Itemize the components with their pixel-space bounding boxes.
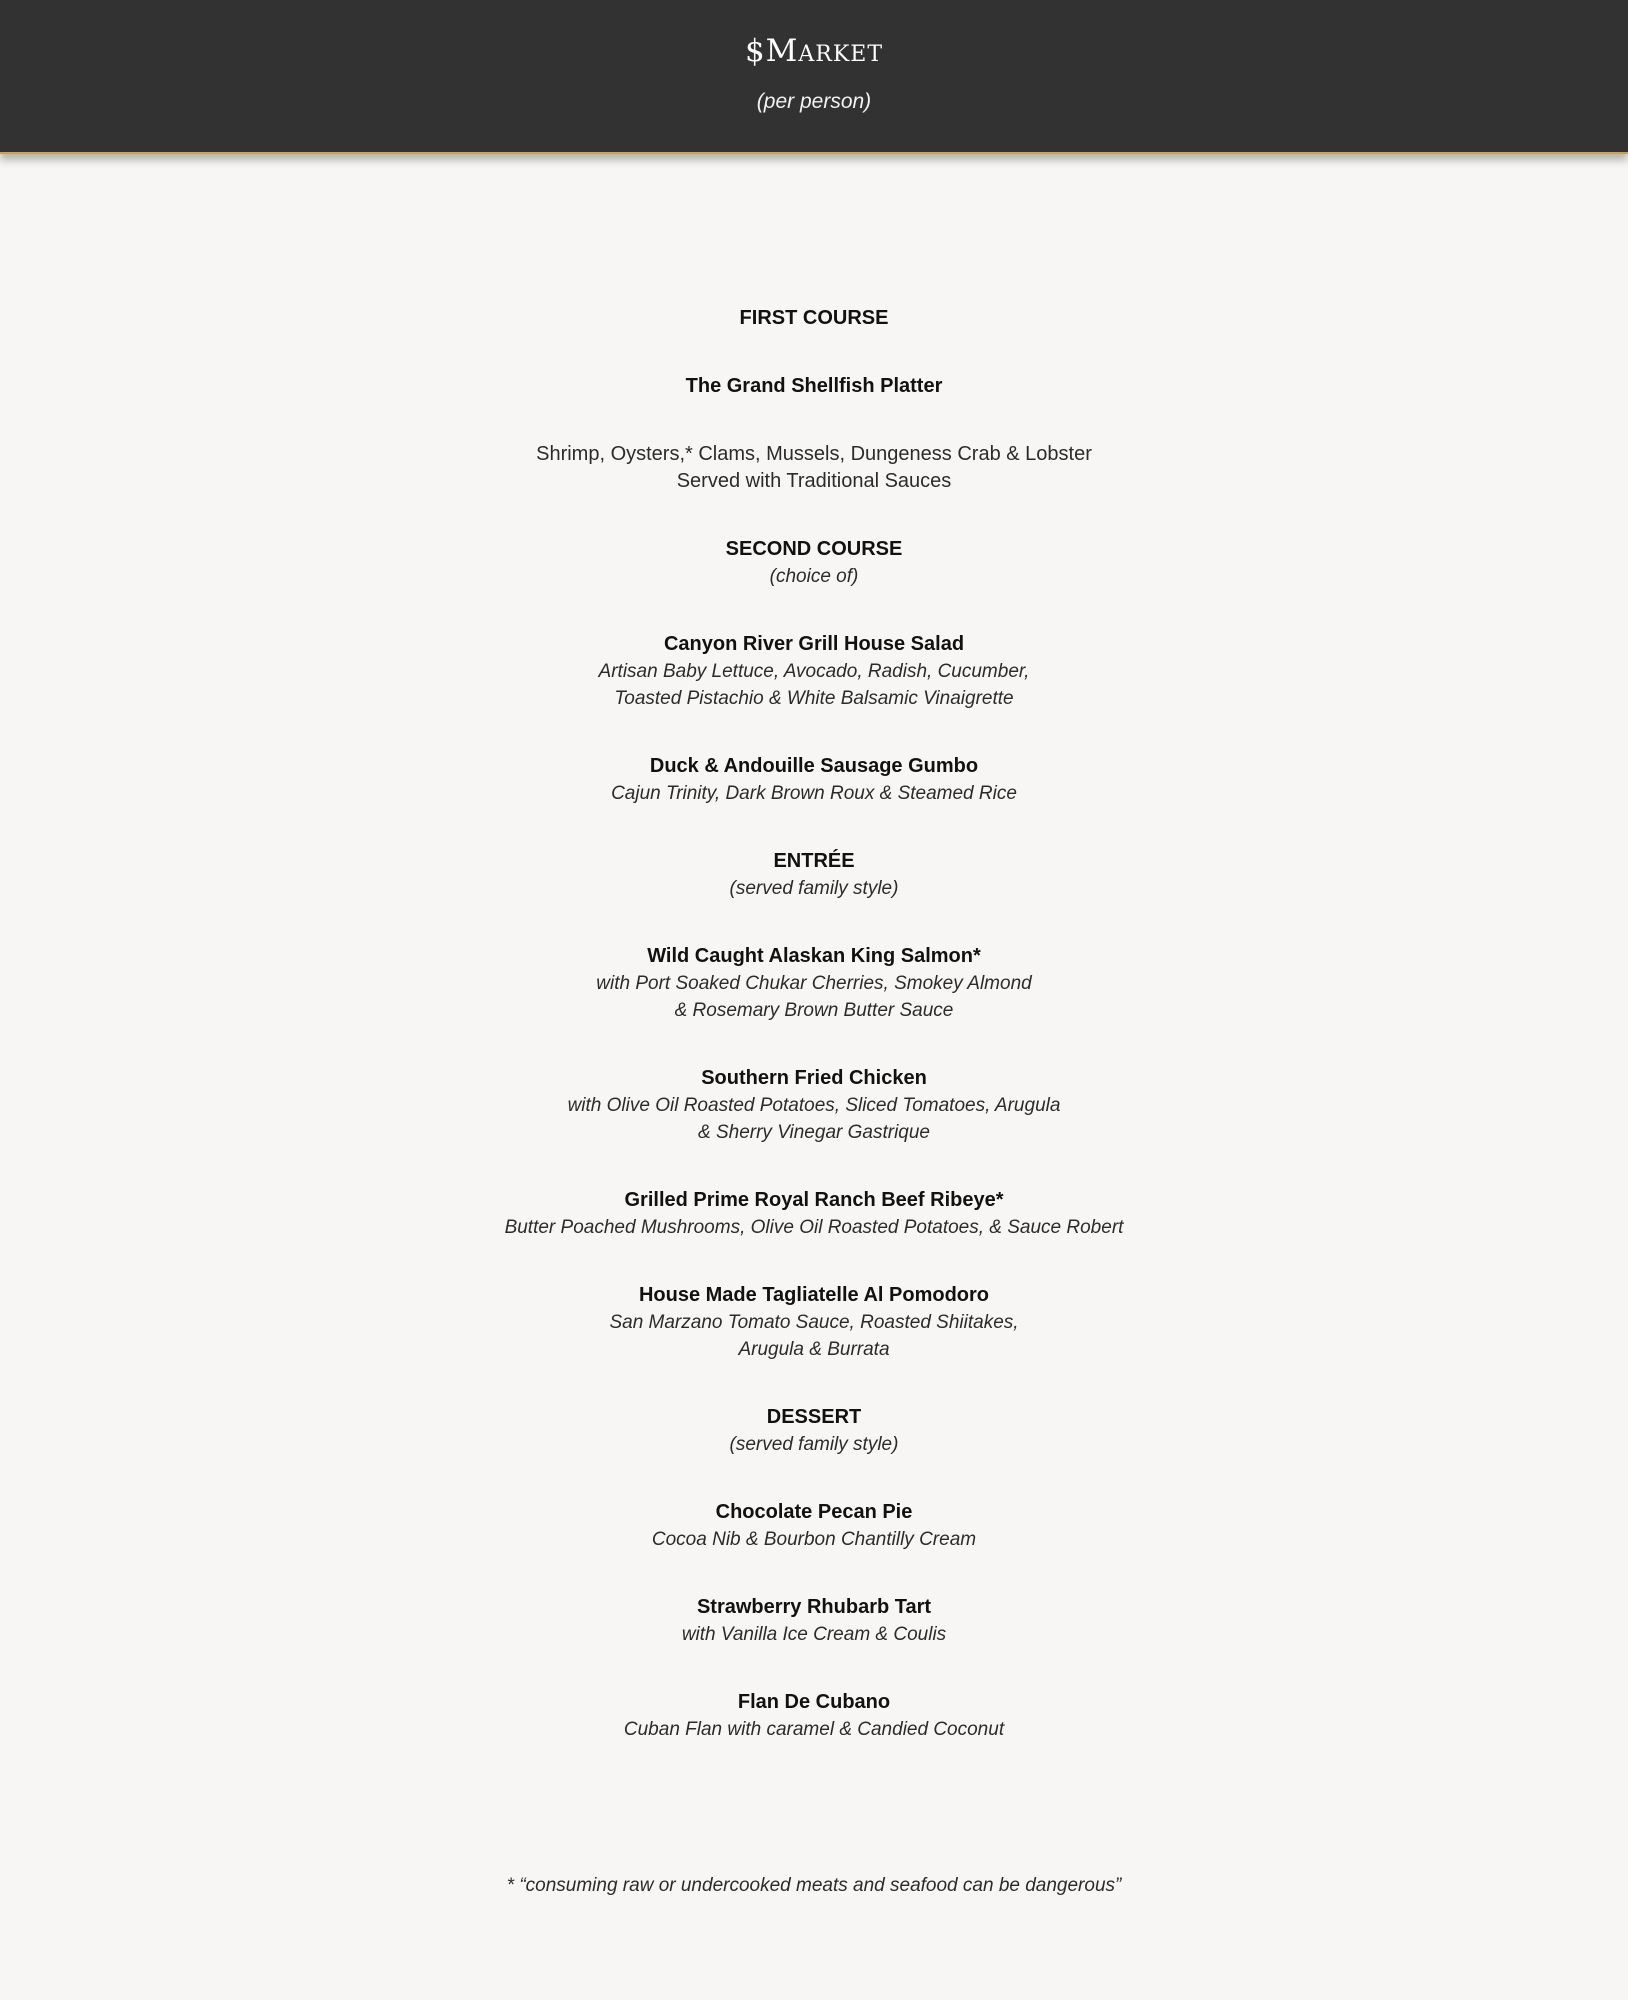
menu-item-desc: with Olive Oil Roasted Potatoes, Sliced Tomatoes, Arugula — [567, 1095, 1061, 1116]
menu-item — [0, 1499, 1628, 1553]
menu-item — [0, 631, 1628, 712]
dessert-heading-block — [0, 1404, 1628, 1458]
menu-item-name: Grilled Prime Royal Ranch Beef Ribeye* — [624, 1189, 1004, 1211]
menu-item-name: Canyon River Grill House Salad — [663, 633, 965, 655]
menu-item-name: Wild Caught Alaskan King Salmon* — [647, 945, 981, 967]
menu-item-name: Chocolate Pecan Pie — [715, 1501, 913, 1523]
second-course-note: (choice of) — [769, 566, 859, 587]
menu-item-desc: Butter Poached Mushrooms, Olive Oil Roasted Potatoes, & Sauce Robert — [504, 1217, 1124, 1238]
menu-item-desc: with Port Soaked Chukar Cherries, Smokey Almond — [596, 973, 1032, 994]
menu-item — [0, 1594, 1628, 1648]
menu-item-name: Southern Fried Chicken — [701, 1067, 927, 1089]
menu-item-desc: San Marzano Tomato Sauce, Roasted Shiitakes, — [609, 1312, 1019, 1333]
dessert-heading: DESSERT — [766, 1406, 862, 1428]
menu-item — [0, 1282, 1628, 1363]
menu-item — [0, 1689, 1628, 1743]
raw-food-disclaimer: * “consuming raw or undercooked meats and seafood can be dangerous” — [506, 1875, 1122, 1896]
menu-item-desc: Artisan Baby Lettuce, Avocado, Radish, Cucumber, — [598, 661, 1030, 682]
menu-item-name: Strawberry Rhubarb Tart — [696, 1596, 932, 1618]
menu-item-name: Flan De Cubano — [737, 1691, 891, 1713]
menu-item-desc: Cajun Trinity, Dark Brown Roux & Steamed Rice — [611, 783, 1017, 804]
second-course-heading: SECOND COURSE — [725, 538, 903, 560]
menu-item-name: House Made Tagliatelle Al Pomodoro — [638, 1284, 990, 1306]
shellfish-platter-desc: Shrimp, Oysters,* Clams, Mussels, Dungeness Crab & Lobster — [536, 443, 1092, 465]
menu-item — [0, 1065, 1628, 1146]
menu-item-desc: Arugula & Burrata — [738, 1339, 890, 1360]
menu-body — [0, 305, 1628, 1784]
second-course-heading-block — [0, 536, 1628, 590]
entree-heading: ENTRÉE — [773, 850, 855, 872]
menu-item — [0, 1187, 1628, 1241]
menu-item-desc: & Rosemary Brown Butter Sauce — [674, 1000, 954, 1021]
entree-note: (served family style) — [729, 878, 899, 899]
menu-item-desc: & Sherry Vinegar Gastrique — [698, 1122, 930, 1143]
first-course-heading-block — [0, 305, 1628, 332]
entree-heading-block — [0, 848, 1628, 902]
shellfish-platter-name: The Grand Shellfish Platter — [685, 375, 943, 397]
first-course-heading: FIRST COURSE — [739, 307, 889, 329]
page-header — [0, 0, 1628, 154]
per-person-note: (per person) — [756, 90, 872, 113]
price-title: $Market — [744, 33, 884, 69]
dessert-note: (served family style) — [729, 1434, 899, 1455]
menu-item-desc: Toasted Pistachio & White Balsamic Vinaigrette — [614, 688, 1014, 709]
first-course-dish-block — [0, 373, 1628, 400]
menu-item-name: Duck & Andouille Sausage Gumbo — [649, 755, 979, 777]
menu-item — [0, 943, 1628, 1024]
shellfish-platter-desc: Served with Traditional Sauces — [676, 470, 952, 492]
first-course-desc-block — [0, 441, 1628, 495]
menu-item-desc: with Vanilla Ice Cream & Coulis — [681, 1624, 947, 1645]
menu-item-desc: Cocoa Nib & Bourbon Chantilly Cream — [651, 1529, 977, 1550]
menu-item — [0, 753, 1628, 807]
menu-item-desc: Cuban Flan with caramel & Candied Coconut — [623, 1719, 1005, 1740]
